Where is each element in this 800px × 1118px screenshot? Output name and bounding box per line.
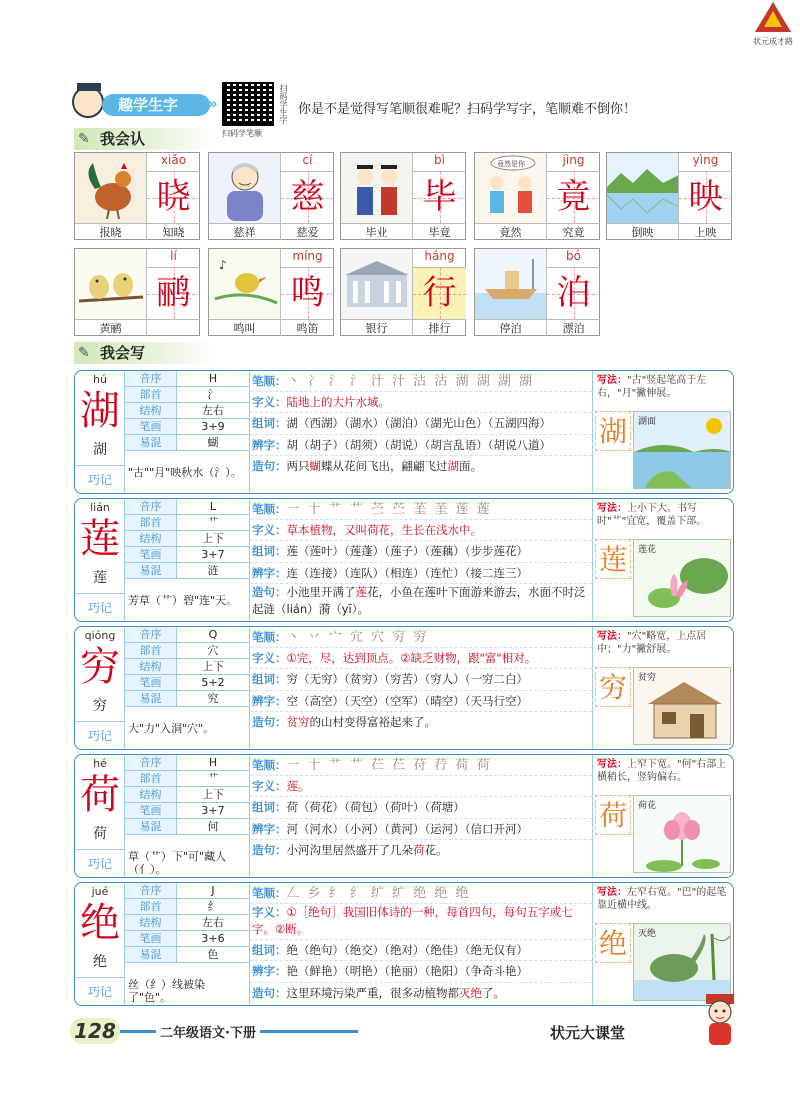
card-word-2: 知晓 <box>147 223 200 240</box>
qr-caption: 扫码学笔顺 <box>222 129 262 138</box>
attr-structure: 结构 上下 <box>125 659 249 675</box>
attr-confuse: 易混 究 <box>125 691 249 707</box>
meaning: 莲。 <box>286 779 310 794</box>
attr-strokes: 笔画 3+7 <box>125 803 249 819</box>
sentence-text: 小河沟里居然盛开了几朵 <box>286 842 413 857</box>
distinguish-label: 辨字： <box>252 821 287 836</box>
picture-caption: 莲花 <box>638 545 657 555</box>
attr-structure: 结构 上下 <box>125 531 249 547</box>
character-column <box>75 755 125 877</box>
card-character: 鸣 <box>290 273 325 313</box>
attr-confuse: 易混 涟 <box>125 563 249 579</box>
distinguish-label: 辨字： <box>252 437 287 452</box>
sentence-text: 花。 <box>424 842 448 857</box>
attr-radical: 部首 穴 <box>125 643 249 659</box>
sentence-text: 这里环境污染严重，很多动植物都 <box>286 985 459 1000</box>
banner-title: 趣学生字 <box>102 94 210 116</box>
card-word-1: 黄鹂 <box>75 319 147 336</box>
character-large: 穷 <box>80 644 120 690</box>
card-word-2: 鸣笛 <box>281 319 334 336</box>
distinguish: 空（高空）（天空）（空军）（晴空）（天马行空） <box>286 693 528 708</box>
writing-guide <box>593 755 734 877</box>
attr-strokes: 笔画 5+2 <box>125 675 249 691</box>
stroke-order-label: 笔顺： <box>252 630 287 644</box>
distinguish: 连（连接）（连队）（相连）（连忙）（接二连三） <box>286 565 528 580</box>
card-word-2 <box>147 319 200 336</box>
card-pinyin: bì <box>434 153 445 167</box>
sentence-text: 了。 <box>482 985 505 1000</box>
character-details <box>249 755 593 877</box>
memory-tip: "古""月"映秋水（氵）。 <box>128 466 242 479</box>
card-pinyin: jìng <box>562 153 585 167</box>
character-details <box>249 627 593 749</box>
writing-label: 写法： <box>597 759 627 770</box>
attr-confuse: 易混 蝴 <box>125 435 249 451</box>
attr-confuse: 易混 色 <box>125 947 249 963</box>
recognize-card <box>474 152 600 240</box>
tip-label: 巧记 <box>75 593 125 621</box>
attr-structure: 结构 上下 <box>125 787 249 803</box>
sentence-text: 面。 <box>459 458 482 473</box>
pencil-icon: ✎ <box>78 345 90 361</box>
lake-icon <box>607 153 679 223</box>
recognize-title-text: 我会认 <box>100 130 146 148</box>
sentence-keyword: 蝴 <box>309 458 321 473</box>
character-large: 莲 <box>80 516 120 562</box>
character-large: 绝 <box>80 900 120 946</box>
sentence-text: 蝶从花间飞出，翩翩飞过 <box>321 458 448 473</box>
character-row <box>74 370 734 494</box>
sentence-keyword: 荷 <box>413 842 425 857</box>
sentence-label: 造句： <box>252 842 287 857</box>
character-row <box>74 882 734 1006</box>
card-word-1: 倒映 <box>607 223 679 240</box>
card-word-1: 报晓 <box>75 223 147 240</box>
sentence-text: 的山村变得富裕起来了。 <box>309 714 436 729</box>
card-word-1: 鸣叫 <box>209 319 281 336</box>
card-word-2: 究竟 <box>547 223 600 240</box>
dinosaur-icon <box>633 923 731 1001</box>
graduates-icon <box>341 153 413 223</box>
card-character: 晓 <box>156 177 191 217</box>
sentence-label: 造句： <box>252 584 287 599</box>
character-pinyin: hú <box>93 373 107 386</box>
attr-radical: 部首 纟 <box>125 899 249 915</box>
attr-order: 音序 L <box>125 499 249 515</box>
svg-text:竟然是你: 竟然是你 <box>497 160 525 168</box>
recognize-card <box>208 152 334 240</box>
svg-text:♪: ♪ <box>219 258 227 272</box>
writing-guide <box>593 371 734 493</box>
tip-label: 巧记 <box>75 465 125 493</box>
memory-tip: 芳草（艹）碧"连"天。 <box>128 594 238 607</box>
card-pinyin: yìng <box>692 153 719 167</box>
stroke-order-label: 笔顺： <box>252 758 287 772</box>
writing-method: 左窄右宽。"巴"的起笔靠近横中线。 <box>597 887 727 911</box>
recognize-section-title <box>74 128 214 150</box>
sentence-keyword: 灭绝 <box>459 985 482 1000</box>
character-details <box>249 371 593 493</box>
attr-radical: 部首 艹 <box>125 515 249 531</box>
character-row <box>74 626 734 750</box>
lotus-flower-icon <box>633 795 731 873</box>
recognize-card <box>340 152 466 240</box>
graduate-mascot-icon <box>72 86 104 118</box>
tip-label: 巧记 <box>75 977 125 1005</box>
character-row <box>74 498 734 622</box>
card-pinyin: xiǎo <box>160 153 187 167</box>
character-small: 湖 <box>93 442 107 458</box>
double-arrow-icon: ››› <box>204 94 215 113</box>
meaning-label: 字义： <box>252 651 287 666</box>
publisher-logo <box>748 2 798 52</box>
tip-label: 巧记 <box>75 721 125 749</box>
card-character: 慈 <box>290 177 325 217</box>
recognize-card <box>474 248 600 336</box>
picture-caption: 灭绝 <box>638 929 657 939</box>
attr-strokes: 笔画 3+7 <box>125 547 249 563</box>
boat-icon <box>475 249 547 319</box>
card-word-1: 停泊 <box>475 319 547 336</box>
attr-order: 音序 H <box>125 371 249 387</box>
card-word-2: 毕竟 <box>413 223 466 240</box>
card-character: 竟 <box>556 177 591 217</box>
pencil-icon: ✎ <box>78 131 90 147</box>
stroke-order: 一 十 艹 艹 苎 苎 茥 茥 莲 莲 <box>286 502 492 517</box>
card-pinyin: bó <box>566 249 581 263</box>
singing-bird-icon <box>209 249 281 319</box>
sentence-text: 花，小鱼在莲叶下面游来游去，水面不时泛起涟（lián）漪（yī）。 <box>252 584 586 616</box>
orioles-icon <box>75 249 147 319</box>
picture-caption: 荷花 <box>638 801 657 811</box>
character-column <box>75 883 125 1005</box>
attr-strokes: 笔画 3+9 <box>125 419 249 435</box>
hut-icon <box>633 667 731 745</box>
sentence-label: 造句： <box>252 458 287 473</box>
sentence-text: 小池里开满了 <box>286 584 356 599</box>
words: 穷（无穷）（贫穷）（穷苦）（穷人）（一穷二白） <box>286 672 528 687</box>
character-attributes <box>125 627 249 707</box>
writing-label: 写法： <box>597 631 627 642</box>
words-label: 组词： <box>252 943 287 958</box>
stroke-order: 一 十 艹 艹 芢 芢 苻 荇 荷 荷 <box>286 758 492 773</box>
tip-label: 巧记 <box>75 849 125 877</box>
writing-method: 上窄下宽。"何"右部上横稍长，竖钩偏右。 <box>597 759 727 783</box>
attr-structure: 结构 左右 <box>125 915 249 931</box>
card-pinyin: lí <box>170 249 177 263</box>
handwritten-character: 荷 <box>595 795 631 835</box>
stroke-order: 丶 冫 氵 氵 汁 汁 沽 沽 湖 湖 湖 湖 <box>286 374 534 389</box>
memory-tip: 丝（纟）线被染了"色"。 <box>128 978 205 1004</box>
writing-guide <box>593 883 734 1005</box>
handwritten-character: 莲 <box>595 539 631 579</box>
writing-guide <box>593 499 734 621</box>
handwritten-character: 湖 <box>595 411 631 451</box>
lake-scene-icon <box>633 411 731 489</box>
stroke-order-label: 笔顺： <box>252 502 287 516</box>
attr-order: 音序 J <box>125 883 249 899</box>
sentence-keyword: 湖 <box>447 458 459 473</box>
attr-order: 音序 H <box>125 755 249 771</box>
stroke-order: 𠃋 乡 纟 纟 纩 纩 绝 绝 绝 <box>286 886 471 901</box>
card-pinyin: cí <box>302 153 313 167</box>
writing-label: 写法： <box>597 503 627 514</box>
writing-method: "古"竖起笔高于左右，"月"撇伸展。 <box>597 375 707 399</box>
character-small: 绝 <box>93 954 107 970</box>
card-character: 行 <box>422 273 457 313</box>
distinguish-label: 辨字： <box>252 964 287 979</box>
words-label: 组词： <box>252 800 287 815</box>
meaning: 陆地上的大片水域。 <box>286 395 390 410</box>
attr-strokes: 笔画 3+6 <box>125 931 249 947</box>
write-section-title <box>74 342 214 364</box>
meaning-label: 字义： <box>252 395 287 410</box>
character-details <box>249 883 593 1005</box>
attr-structure: 结构 左右 <box>125 403 249 419</box>
picture-caption: 贫穷 <box>638 673 657 683</box>
character-attributes <box>125 499 249 579</box>
children-icon <box>475 153 547 223</box>
attr-radical: 部首 氵 <box>125 387 249 403</box>
sentence-label: 造句： <box>252 714 287 729</box>
sentence-keyword: 贫穷 <box>286 714 310 729</box>
distinguish-label: 辨字： <box>252 565 287 580</box>
handwritten-character: 穷 <box>595 667 631 707</box>
intro-text: 你是不是觉得写笔顺很难呢？扫码学写字，笔顺难不倒你！ <box>298 102 637 117</box>
card-character: 毕 <box>422 177 457 217</box>
character-column <box>75 371 125 493</box>
character-details <box>249 499 593 621</box>
meaning-label: 字义： <box>252 779 287 794</box>
meaning-label: 字义： <box>252 905 287 920</box>
card-character: 鹂 <box>156 273 191 313</box>
distinguish: 胡（胡子）（胡须）（胡说）（胡言乱语）（胡说八道） <box>286 437 551 452</box>
character-pinyin: lián <box>90 501 110 514</box>
meaning-label: 字义： <box>252 523 287 538</box>
character-pinyin: hé <box>93 757 107 770</box>
sentence-label: 造句： <box>252 985 287 1000</box>
memory-tip: 草（艹）下"可"藏人（亻）。 <box>128 850 227 876</box>
scholar-mascot-icon <box>700 992 740 1048</box>
words: 莲（莲叶）（莲蓬）（莲子）（莲藕）（步步莲花） <box>286 544 528 559</box>
brand-name: 状元大课堂 <box>550 1024 626 1042</box>
distinguish: 艳（鲜艳）（明艳）（艳丽）（艳阳）（争奇斗艳） <box>286 964 528 979</box>
character-pinyin: qióng <box>84 629 116 642</box>
writing-method: 上小下大。书写时"艹"宜宽，覆盖下部。 <box>597 503 707 527</box>
logo-text: 状元成才路 <box>753 37 793 46</box>
attr-order: 音序 Q <box>125 627 249 643</box>
character-small: 荷 <box>93 826 107 842</box>
sentence-text: 两只 <box>286 458 310 473</box>
attr-confuse: 易混 何 <box>125 819 249 835</box>
character-column <box>75 499 125 621</box>
character-small: 穷 <box>93 698 107 714</box>
card-character: 泊 <box>556 273 591 313</box>
recognize-card <box>606 152 732 240</box>
book-title: 二年级语文·下册 <box>156 1022 260 1041</box>
card-word-1: 毕业 <box>341 223 413 240</box>
character-large: 荷 <box>80 772 120 818</box>
recognize-card <box>74 152 200 240</box>
recognize-card <box>74 248 200 336</box>
logo-icon <box>755 2 791 32</box>
distinguish: 河（河水）（小河）（黄河）（运河）（信口开河） <box>286 821 528 836</box>
writing-label: 写法： <box>597 887 627 898</box>
card-word-2: 慈爱 <box>281 223 334 240</box>
lesson-header <box>72 82 732 138</box>
character-attributes <box>125 371 249 451</box>
write-title-text: 我会写 <box>100 344 146 362</box>
attr-radical: 部首 艹 <box>125 771 249 787</box>
bank-icon <box>341 249 413 319</box>
character-large: 湖 <box>80 388 120 434</box>
words: 绝（绝句）（绝交）（绝对）（绝佳）（绝无仅有） <box>286 943 528 958</box>
card-word-1: 银行 <box>341 319 413 336</box>
meaning: ①［绝句］我国旧体诗的一种，每首四句，每句五字或七字。②断。 <box>252 905 573 937</box>
card-word-1: 慈祥 <box>209 223 281 240</box>
memory-tip: 大"力"入洞"穴"。 <box>128 722 215 735</box>
writing-method: "穴"略宽，上点居中；"力"撇舒展。 <box>597 631 707 655</box>
card-pinyin: háng <box>424 249 455 263</box>
meaning: 草本植物，又叫荷花，生长在浅水中。 <box>286 523 482 538</box>
stroke-order-label: 笔顺： <box>252 886 287 900</box>
words-label: 组词： <box>252 416 287 431</box>
distinguish-label: 辨字： <box>252 693 287 708</box>
page-number: 128 <box>70 1018 120 1044</box>
meaning: ①完，尽，达到顶点。②缺乏财物，跟"富"相对。 <box>286 651 537 666</box>
lotus-icon <box>633 539 731 617</box>
card-word-1: 竟然 <box>475 223 547 240</box>
picture-caption: 湖面 <box>638 417 657 427</box>
page-footer <box>70 1018 740 1048</box>
writing-label: 写法： <box>597 375 627 386</box>
words: 湖（西湖）（湖水）（湖泊）（湖光山色）（五湖四海） <box>286 416 551 431</box>
words-label: 组词： <box>252 672 287 687</box>
handwritten-character: 绝 <box>595 923 631 963</box>
character-column <box>75 627 125 749</box>
qr-side-label: 扫码学生字 <box>279 84 288 124</box>
recognize-card <box>340 248 466 336</box>
sentence-keyword: 莲 <box>355 584 367 599</box>
card-pinyin: míng <box>292 249 323 263</box>
writing-guide <box>593 627 734 749</box>
character-row <box>74 754 734 878</box>
character-pinyin: jué <box>91 885 109 898</box>
character-small: 莲 <box>93 570 107 586</box>
recognize-card <box>208 248 334 336</box>
card-character: 映 <box>688 177 723 217</box>
rooster-icon <box>75 153 147 223</box>
character-attributes <box>125 883 249 963</box>
character-attributes <box>125 755 249 835</box>
words: 荷（荷花）（荷包）（荷叶）（荷塘） <box>286 800 465 815</box>
card-word-2: 排行 <box>413 319 466 336</box>
words-label: 组词： <box>252 544 287 559</box>
grandpa-icon <box>209 153 281 223</box>
qr-code[interactable] <box>222 82 274 126</box>
card-word-2: 漂泊 <box>547 319 600 336</box>
card-word-2: 上映 <box>679 223 732 240</box>
stroke-order-label: 笔顺： <box>252 374 287 388</box>
stroke-order: 丶 丷 宀 宂 穴 穷 穷 <box>286 630 429 645</box>
